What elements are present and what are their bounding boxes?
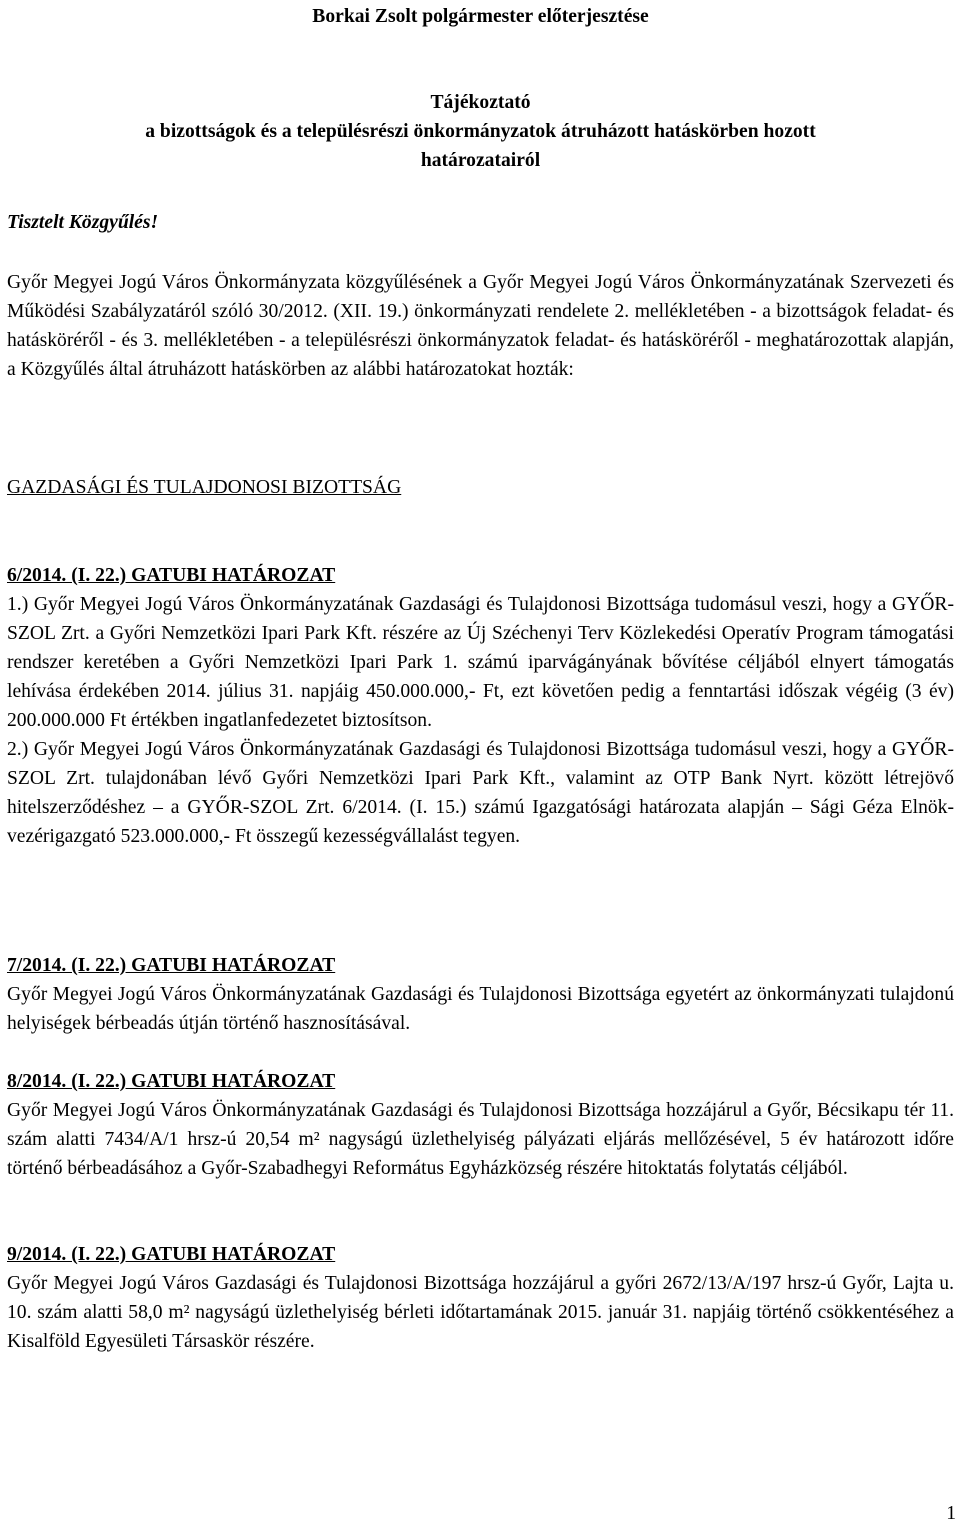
title-line-3: határozatairól [420, 150, 541, 171]
resolution-item: 1.) Győr Megyei Jogú Város Önkormányzatának Gazdasági és Tulajdonosi Bizottsága tudomásul veszi, hogy a GYŐR-SZOL Zrt. a Győri Nemzetközi Ipari Park Kft. részére az Új Széchenyi Terv Közlekedési Operatív Program támogatási rendszer keretében a Győri Nemzetközi Ipari Park 1. számú iparvágányának bővítése céljából elnyert támogatás lehívása érdekében 2014. július 31. napjáig 450.000.000,- Ft, ezt követően pedig a fenntartási időszak végéig (3 év) 200.000.000 Ft értékben ingatlanfedezetet biztosítson. [7, 594, 954, 731]
document-page [7, 0, 954, 1537]
document-title [7, 88, 954, 175]
resolution-heading: 6/2014. (I. 22.) GATUBI HATÁROZAT [7, 565, 336, 586]
resolution-item: Győr Megyei Jogú Város Önkormányzatának Gazdasági és Tulajdonosi Bizottsága egyetért az önkormányzati tulajdonú helyiségek bérbeadás útján történő hasznosításával. [7, 984, 954, 1034]
resolution-7 [7, 951, 954, 1038]
title-line-2: a bizottságok és a településrészi önkormányzatok átruházott hatáskörben hozott [145, 121, 816, 142]
resolution-9 [7, 1240, 954, 1356]
resolution-heading: 7/2014. (I. 22.) GATUBI HATÁROZAT [7, 955, 336, 976]
title-line-1: Tájékoztató [430, 92, 531, 113]
resolution-heading: 9/2014. (I. 22.) GATUBI HATÁROZAT [7, 1244, 336, 1265]
resolution-6 [7, 561, 954, 851]
resolution-item: Győr Megyei Jogú Város Gazdasági és Tulajdonosi Bizottsága hozzájárul a győri 2672/13/A/197 hrsz-ú Győr, Lajta u. 10. szám alatti 58,0 m² nagyságú üzlethelyiség bérleti időtartamának 2015. január 31. napjáig történő csökkentéséhez a Kisalföld Egyesületi Társaskör részére. [7, 1273, 954, 1352]
page-number: 1 [946, 1503, 956, 1524]
resolution-item: Győr Megyei Jogú Város Önkormányzatának Gazdasági és Tulajdonosi Bizottsága hozzájárul a Győr, Bécsikapu tér 11. szám alatti 7434/A/1 hrsz-ú 20,54 m² nagyságú üzlethelyiség pályázati eljárás mellőzésével, 5 év határozott időre történő bérbeadásához a Győr-Szabadhegyi Református Egyházközség részére hitoktatás folytatás céljából. [7, 1100, 954, 1179]
resolution-8 [7, 1067, 954, 1183]
resolution-heading: 8/2014. (I. 22.) GATUBI HATÁROZAT [7, 1071, 336, 1092]
resolution-item: 2.) Győr Megyei Jogú Város Önkormányzatának Gazdasági és Tulajdonosi Bizottsága tudomásul veszi, hogy a GYŐR-SZOL Zrt. tulajdonában lévő Győri Nemzetközi Ipari Park Kft., valamint az OTP Bank Nyrt. között létrejövő hitelszerződéshez – a GYŐR-SZOL Zrt. 6/2014. (I. 15.) számú Igazgatósági határozata alapján – Sági Géza Elnök-vezérigazgató 523.000.000,- Ft összegű kezességvállalást tegyen. [7, 739, 954, 847]
committee-heading: GAZDASÁGI ÉS TULAJDONOSI BIZOTTSÁG [7, 477, 402, 498]
intro-paragraph: Győr Megyei Jogú Város Önkormányzata közgyűlésének a Győr Megyei Jogú Város Önkormányzatának Szervezeti és Működési Szabályzatáról szóló 30/2012. (XII. 19.) önkormányzati rendelete 2. mellékletében - a bizottságok feladat- és hatásköréről - és 3. mellékletében - a településrészi önkormányzatok feladat- és hatásköréről - meghatározottak alapján, a Közgyűlés által átruházott hatáskörben az alábbi határozatokat hozták: [7, 272, 954, 380]
presenter-heading: Borkai Zsolt polgármester előterjesztése [312, 6, 649, 27]
greeting: Tisztelt Közgyűlés! [7, 212, 159, 233]
